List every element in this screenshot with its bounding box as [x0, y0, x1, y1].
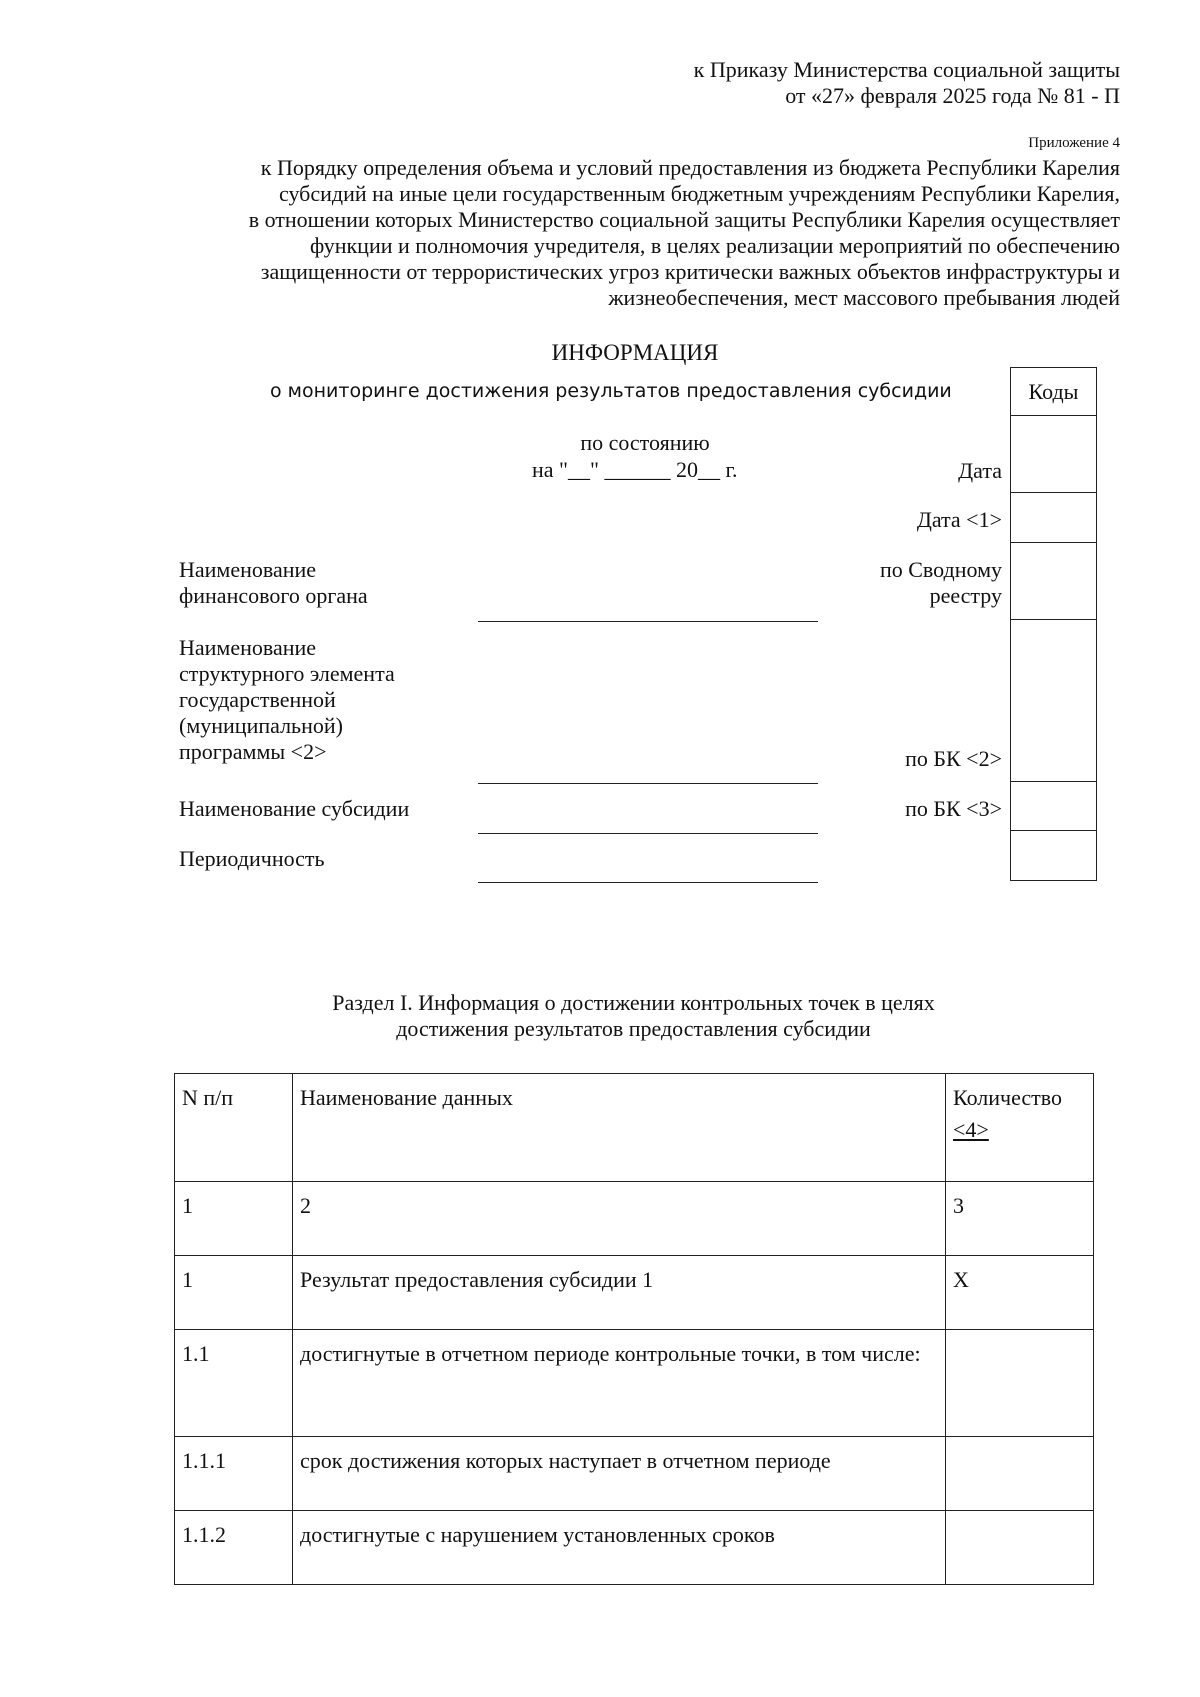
cell-num: 1.1.2 — [175, 1511, 293, 1585]
codes-box — [1010, 367, 1097, 881]
cell-name: достигнутые с нарушением установленных сроков — [293, 1511, 946, 1585]
code-date1-cell[interactable] — [1011, 493, 1096, 543]
cell-name: срок достижения которых наступает в отчетном периоде — [293, 1437, 946, 1511]
section1-title-line2: достижения результатов предоставления субсидии — [396, 1016, 871, 1041]
label-date: Дата — [958, 458, 1002, 483]
label-struct-line: структурного элемента — [179, 661, 395, 686]
table-row — [175, 1437, 1094, 1511]
header-qty — [946, 1074, 1094, 1182]
label-struct-element — [179, 635, 395, 765]
section1-title-line1: Раздел I. Информация о достижении контрольных точек в целях — [332, 990, 935, 1015]
order-reference-line1: к Приказу Министерства социальной защиты — [693, 57, 1120, 82]
table-row — [175, 1330, 1094, 1437]
procedure-line: к Порядку определения объема и условий предоставления из бюджета Республики Карелия — [260, 155, 1120, 180]
label-struct-line: (муниципальной) — [179, 713, 343, 738]
procedure-line: функции и полномочия учредителя, в целях реализации мероприятий по обеспечению — [310, 233, 1120, 258]
section1-table — [174, 1073, 1094, 1585]
label-subsidy-name: Наименование субсидии — [179, 796, 410, 821]
cell-name: Результат предоставления субсидии 1 — [293, 1256, 946, 1330]
code-periodicity-cell[interactable] — [1011, 831, 1096, 880]
fin-body-input-line[interactable] — [478, 621, 818, 622]
label-bk2: по БК <2> — [905, 746, 1002, 771]
label-fin-body — [179, 557, 368, 609]
label-struct-line: программы <2> — [179, 739, 327, 764]
table-row — [175, 1511, 1094, 1585]
periodicity-input-line[interactable] — [478, 882, 818, 883]
status-label: по состоянию — [580, 430, 710, 455]
table-row — [175, 1256, 1094, 1330]
header-qty-note-link[interactable]: <4> — [953, 1117, 989, 1142]
subsidy-name-input-line[interactable] — [478, 833, 818, 834]
form-title: ИНФОРМАЦИЯ — [551, 340, 719, 365]
label-struct-line: Наименование — [179, 635, 317, 660]
label-periodicity: Периодичность — [179, 846, 325, 871]
label-fin-body-line2: финансового органа — [179, 583, 368, 608]
table-row — [175, 1182, 1094, 1256]
appendix-label: Приложение 4 — [1028, 135, 1120, 151]
form-subtitle: о мониторинге достижения результатов предоставления субсидии — [270, 380, 952, 402]
procedure-text — [249, 155, 1120, 311]
order-reference-line2: от «27» февраля 2025 года № 81 - П — [785, 83, 1120, 108]
label-bk3: по БК <3> — [905, 796, 1002, 821]
label-struct-line: государственной — [179, 687, 336, 712]
cell-qty: X — [946, 1256, 1094, 1330]
header-qty-label: Количество — [953, 1085, 1063, 1110]
label-consolidated — [880, 557, 1002, 609]
section1-title — [174, 990, 1093, 1042]
cell-num: 1 — [175, 1256, 293, 1330]
cell-qty[interactable] — [946, 1511, 1094, 1585]
label-consolidated-line1: по Сводному — [879, 557, 1002, 582]
header-num: N п/п — [175, 1074, 293, 1182]
cell-qty: 3 — [946, 1182, 1094, 1256]
cell-qty[interactable] — [946, 1330, 1094, 1437]
code-consolidated-cell[interactable] — [1011, 543, 1096, 620]
code-bk2-cell[interactable] — [1011, 620, 1096, 782]
status-date: на "__" ______ 20__ г. — [532, 457, 738, 482]
procedure-line: жизнеобеспечения, мест массового пребывания людей — [608, 285, 1120, 310]
codes-header: Коды — [1011, 368, 1096, 416]
cell-num: 1.1 — [175, 1330, 293, 1437]
code-bk3-cell[interactable] — [1011, 782, 1096, 831]
cell-num: 1 — [175, 1182, 293, 1256]
cell-name: достигнутые в отчетном периоде контрольные точки, в том числе: — [293, 1330, 946, 1437]
cell-qty[interactable] — [946, 1437, 1094, 1511]
procedure-line: в отношении которых Министерство социальной защиты Республики Карелия осуществляет — [248, 207, 1120, 232]
label-fin-body-line1: Наименование — [179, 557, 317, 582]
procedure-line: субсидий на иные цели государственным бюджетным учреждениям Республики Карелия, — [279, 181, 1120, 206]
struct-element-input-line[interactable] — [478, 783, 818, 784]
table-header-row — [175, 1074, 1094, 1182]
cell-name: 2 — [293, 1182, 946, 1256]
cell-num: 1.1.1 — [175, 1437, 293, 1511]
code-date-cell[interactable] — [1011, 416, 1096, 493]
label-consolidated-line2: реестру — [929, 583, 1002, 608]
procedure-line: защищенности от террористических угроз критически важных объектов инфраструктуры и — [260, 259, 1120, 284]
header-name: Наименование данных — [293, 1074, 946, 1182]
label-date1: Дата <1> — [916, 507, 1002, 532]
